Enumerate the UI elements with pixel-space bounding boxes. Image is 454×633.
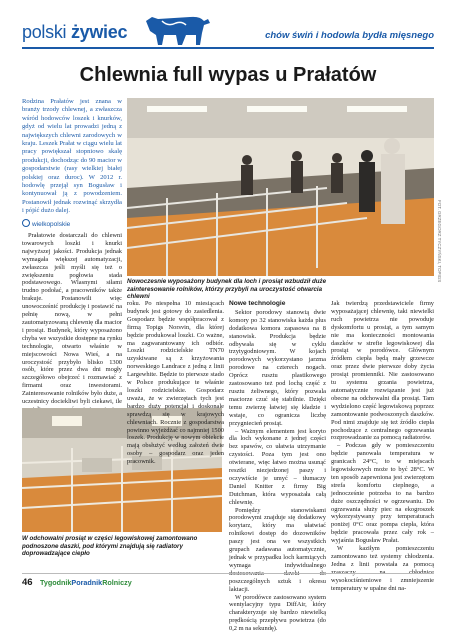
brand-light: polski (22, 22, 67, 42)
photo-credit: FOT. GRZEGORZ TYCZYŃSKI, TOPIGS (437, 200, 442, 283)
paragraph: Prałatowie dostarczali do chlewni towarowych loszki i knurki najwyższej jakości. Produkcja jednak wymagała większej automatyzacji, zwłaszcza jeśli myśli się też o zwiększeniu pogłowia stada podstawowego. Wlasnymi siłami trudno podołać, a pracowników także brakuje. Postanowili więc unowocześnić produkcję i postawić na pełnię nową, w pełni zautomatyzowaną chlewnię dla macior i prosiąt. Budynek, który wyposażono chyba we wszystkie dostępne na rynku technologie, otwarto właśnie w miejscowości Nowa Wieś, a na uroczystość przybyło blisko 1300 osób, które przez dwa dni mogły szczegółowo obejrzeć i rozmawiać z firmami oraz inwestorami. Zainteresowanie rolników było duże, a uczestnicy dociekliwi byli ciekawi, ile (22, 232, 122, 406)
paragraph: W porodówce zastosowano system wentylacyjny typu DiffAir, który charakteryzuje się bardzo niewielką prędkością przepływu powietrza (do 0,2 m na sekundę). (229, 593, 326, 633)
photo2-caption: W odchowalni prosiąt w części legowiskowej zamontowano podnoszone daszki, pod którymi znajdują się radiatory doprowadzające ciepło (22, 535, 198, 558)
article-lead: Rodzina Prałatów jest znana w branży trzody chlewnej, a zwłaszcza wśród hodowców loszek i knurków, gdyż od wielu lat prowadzi jedną z największych chlewni zarodowych w kraju. Leszek Prałat w ciągu wielu lat pracy powiększał stopniowo skalę produkcji, dochodząc do 90 macior w gospodarstwie (rasy wielkiej białej polskiej oraz duroc). W 2012 r. hodowlę przejął syn Bogusław i kontynuował ją z powodzeniem. Postanowił jednak rozwinąć skrzydła i pójść dużo dalej. (22, 98, 122, 215)
location-icon (22, 219, 30, 227)
paragraph: Pomiędzy stanowiskami porodowymi znajduje się dodatkowy korytarz, który ma ułatwiać rolnikowi dostęp do dozowników paszy jest ona we wszystkich grupach zadawana automatycznie, jednak w przypadku loch karmiących wymaga indywidualnego poszczególnych sztuk i okresu laktacji. (229, 506, 326, 593)
paragraph: – Ważnym elementem jest koryto dla loch wykonane z jednej części bez spawów, co ułatwia utrzymanie czystości. Poza tym jest ono otwierane, więc łatwo można usunąć resztki niezjedzonej paszy i oczywiście je umyć – tłumaczy Daniel Knitter z firmy Big Dutchman, która wyposażała całą chlewnię. (229, 427, 326, 506)
article-column-3 (229, 300, 326, 633)
article-title: Chlewnia full wypas u Prałatów (79, 64, 377, 86)
magazine-word-2: Poradnik (71, 578, 103, 587)
photo1-caption: Nowoczesnie wyposażony budynek dla loch i prosiąt wzbudził duże zainteresowanie rolników, którzy przybyli na uroczystość otwarcia chlewni (127, 278, 327, 301)
cow-logo-icon (142, 9, 212, 47)
section-brand (22, 22, 127, 43)
article-column-1 (22, 232, 122, 430)
page-number: 46 (22, 577, 33, 588)
magazine-word-1: Tygodnik (40, 578, 72, 587)
paragraph: Jak twierdzą przedstawiciele firmy wyposażającej chlewnię, taki niewielki ruch powietrza nie powoduje dyskomfortu u prosiąt, a tym samym nie ma konieczności montowania daszków w strefie legowiskowej dla prosiąt w porodówce. Głównym źródłem ciepła będą mały grzewcze oraz przez dwie pierwsze doby życia prosiąt promienniki. Nie zastosowano tu systemu grzania powietrza, automatycznie rozwiązanie jest już obecne na odchowalni dla prosiąt. Tam wydzielono część legowiskową poprzez zamontowanie podwoszonych daszków. Pod nimi znajduje się też źródło ciepła pochodzące z centralnego ogrzewania rozprowadzanie za pomocą radiatorów. (331, 300, 434, 442)
header-divider (22, 47, 434, 49)
barn-interior-photo (127, 98, 434, 276)
article-column-2 (127, 300, 224, 466)
section-heading: Nowe technologie (229, 300, 286, 307)
paragraph: Sektor porodowy stanowią dwie komory po 32 stanowiska każda plus dodatkowa komora zapasowa na 8 stanowisk. Produkcja będzie odbywała się w cyklu trzytygodniowym. W kojach porodowych wykorzystano jarzma porodowe na czterech nogach. Oprócz rusztu plastikowego zastosowano też pod lochą część z rusztu żeliwnego, który pozwala maciorze czuć się stabilnie. Dzięki temu zwierzę łatwiej się kładzie i wstaje, co ogranicza liczbę przygniecień prosiąt. (229, 308, 326, 427)
brand-bold: żywiec (70, 22, 128, 42)
photo-opening-ceremony (127, 98, 434, 276)
region-label: wielkopolskie (32, 221, 71, 228)
article-column-4 (331, 300, 434, 593)
region-tag (22, 219, 70, 228)
footer-divider (22, 573, 434, 574)
section-subtitle: chów świń i hodowla bydła mięsnego (265, 30, 434, 41)
paragraph: – Podczas gdy w pomieszczeniu będzie panowała temperatura w granicach 24°C, to w miejscach legowiskowych może to być 28°C. W ten sposób zapewniona jest zwierzętom strefa komfortu cieplnego, a jednocześnie potrzeba to na bardzo duże oszczędności w ogrzewaniu. Do ogrzewania służy piec na ekogroszek wykorzystywany przy temperaturach poniżej 0°C oraz pompa ciepła, która będzie pracowała przez cały rok – wyjaśnia Bogusław Prałat. (331, 442, 434, 545)
magazine-name (40, 578, 132, 587)
page-header (0, 0, 454, 56)
paragraph: roku. Po niespełna 10 miesiącach budynek jest gotowy do zasiedlenia. Gospodarz będzie współpracował z firmą Topigs Norsvin, dla której będzie produkował loszki. Co ważne, ma zagwarantowany ich odbiór. Loszki rodzicielskie TN70 uzyskiwane są z krzyżowania norweskiego Landrace z jedną z linii Largewhite. Będzie to pierwsze stado w Polsce produkujące te właśnie loszki rodzicielskie. Gospodarz uważa, że w zwierzętach tych jest bardzo duży potencjał i doskonale sprawdzą się w krajowych chlewniach. Rocznie z gospodarstwa powinno wyjeżdżać co najmniej 1500 loszek. Produkcję w nowym obiekcie mają obsłużyć według założeń dwie osoby – gospodarz oraz jeden pracownik. (127, 300, 224, 466)
paragraph: W kaziłym pomieszczeniu zamontowano też systemy chłodzenia. Jedna z linii powstała za pomocą wysokociśnieniowe i zmniejszenie temperatury w upalne dni na- (331, 545, 434, 592)
magazine-word-3: Rolniczy (102, 578, 132, 587)
